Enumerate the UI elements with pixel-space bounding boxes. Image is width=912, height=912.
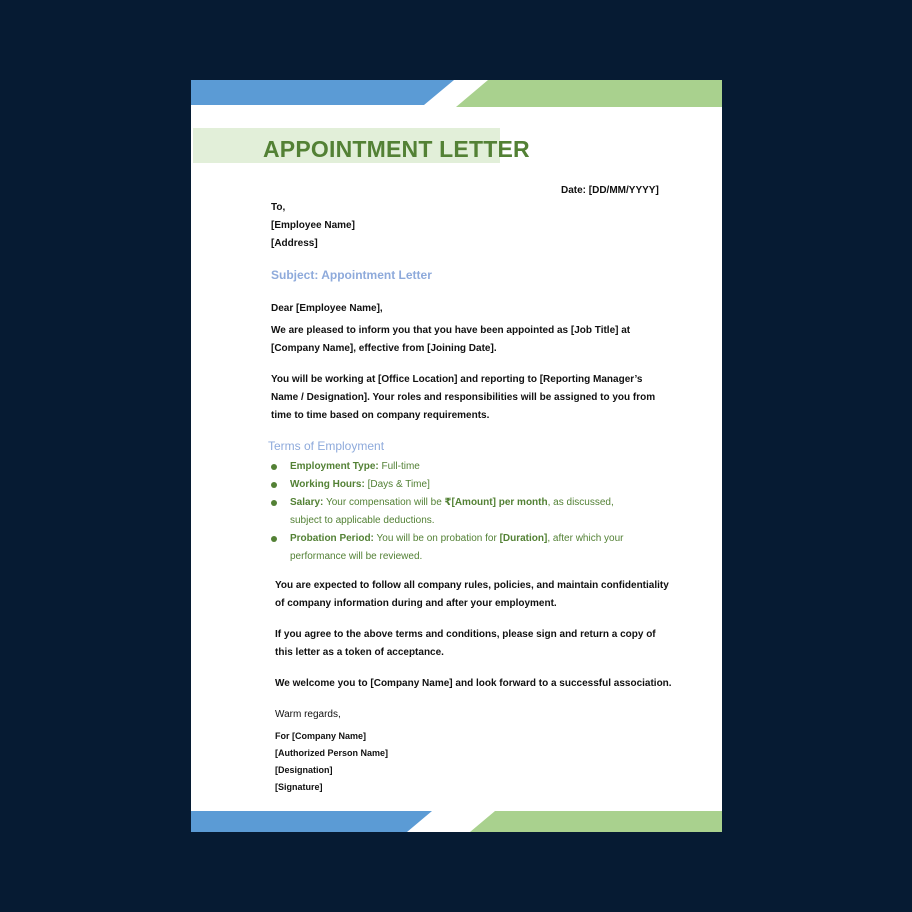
paragraph-line: You are expected to follow all company rules, policies, and maintain confidentiality (275, 580, 669, 591)
date-line: Date: [DD/MM/YYYY] (561, 185, 659, 196)
paragraph-line: You will be working at [Office Location] and reporting to [Reporting Manager’s (271, 374, 643, 385)
salutation: Dear [Employee Name], (271, 303, 383, 314)
term-salary (271, 494, 671, 512)
recipient-address: [Address] (271, 238, 318, 249)
bullet-icon (271, 482, 277, 488)
probation-duration: [Duration] (499, 533, 548, 544)
paragraph-line: [Company Name], effective from [Joining Date]. (271, 343, 497, 354)
top-blue-stripe (191, 80, 454, 105)
subject-line: Subject: Appointment Letter (271, 268, 432, 282)
term-probation-continued (271, 548, 671, 566)
top-decorative-band (191, 80, 722, 107)
term-salary-continued (271, 512, 671, 530)
paragraph-acceptance (275, 626, 656, 662)
terms-list (271, 458, 671, 566)
letter-page (191, 80, 722, 832)
paragraph-line: Name / Designation]. Your roles and responsibilities will be assigned to you from (271, 392, 656, 403)
term-key: Salary: (290, 497, 324, 508)
paragraph-line: of company information during and after your employment. (275, 598, 557, 609)
term-text: , as discussed, (547, 497, 614, 508)
signature-person: [Authorized Person Name] (275, 748, 389, 758)
term-text: subject to applicable deductions. (290, 515, 435, 526)
terms-heading: Terms of Employment (268, 439, 385, 453)
paragraph-line: If you agree to the above terms and conditions, please sign and return a copy of (275, 629, 656, 640)
closing: Warm regards, (275, 709, 341, 720)
page-title: APPOINTMENT LETTER (263, 136, 530, 162)
paragraph-line: We are pleased to inform you that you have been appointed as [Job Title] at (271, 325, 631, 336)
term-value: [Days & Time] (364, 479, 430, 490)
top-green-stripe (456, 80, 722, 107)
bottom-blue-stripe (191, 811, 432, 832)
term-key: Probation Period: (290, 533, 374, 544)
term-key: Working Hours: (290, 479, 365, 490)
bottom-green-stripe (470, 811, 722, 832)
signature-line: [Signature] (275, 782, 323, 792)
recipient-name: [Employee Name] (271, 220, 355, 231)
term-text: Your compensation will be (323, 497, 445, 508)
paragraph-location (271, 371, 655, 425)
term-text: , after which your (547, 533, 624, 544)
bullet-icon (271, 464, 277, 470)
signature-block (275, 728, 388, 796)
term-text: You will be on probation for (373, 533, 500, 544)
paragraph-appointment (271, 322, 630, 358)
paragraph-welcome (275, 675, 672, 693)
bullet-icon (271, 536, 277, 542)
signature-company: For [Company Name] (275, 731, 367, 741)
term-key: Employment Type: (290, 461, 379, 472)
salary-amount: ₹[Amount] per month (444, 497, 548, 508)
term-value: Full-time (378, 461, 420, 472)
term-probation (271, 530, 671, 548)
signature-designation: [Designation] (275, 765, 333, 775)
term-text: performance will be reviewed. (290, 551, 423, 562)
bottom-decorative-band (191, 811, 722, 832)
paragraph-line: We welcome you to [Company Name] and look forward to a successful association. (275, 678, 672, 689)
term-employment-type (271, 458, 671, 476)
paragraph-line: time to time based on company requirements. (271, 410, 490, 421)
recipient-to: To, (271, 202, 286, 213)
paragraph-line: this letter as a token of acceptance. (275, 647, 444, 658)
term-working-hours (271, 476, 671, 494)
paragraph-confidentiality (275, 577, 669, 613)
bullet-icon (271, 500, 277, 506)
